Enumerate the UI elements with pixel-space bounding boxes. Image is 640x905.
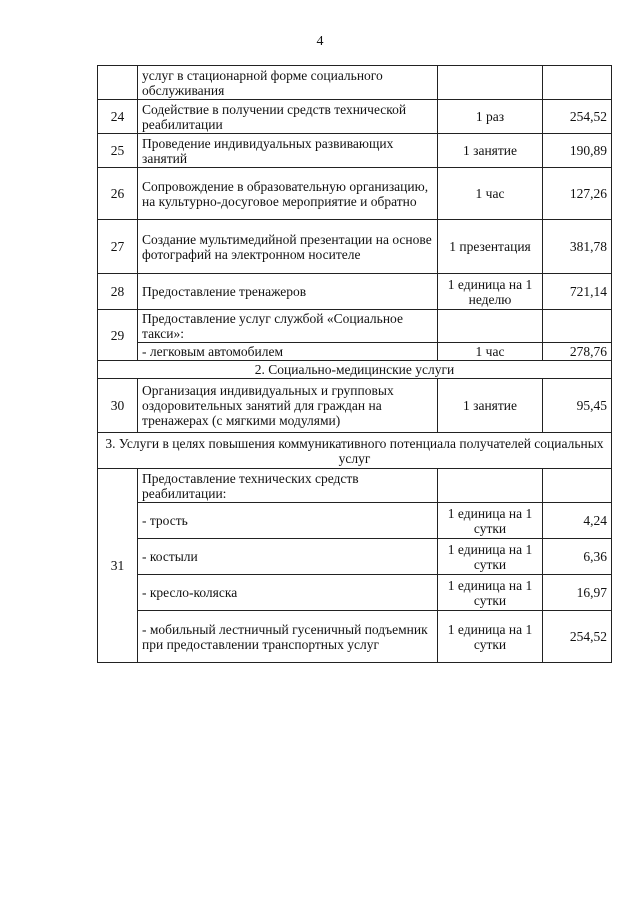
row-number: 31 [98, 469, 138, 663]
service-name: Проведение индивидуальных развивающих занятий [138, 134, 438, 168]
service-unit: 1 единица на 1 сутки [438, 503, 543, 539]
sub-service-name: - костыли [138, 539, 438, 575]
service-price: 6,36 [543, 539, 612, 575]
row-number: 26 [98, 168, 138, 220]
table-row-continuation [98, 66, 612, 100]
service-unit: 1 презентация [438, 220, 543, 274]
table-row-29 [98, 310, 612, 343]
service-unit: 1 единица на 1 неделю [438, 274, 543, 310]
sub-service-name: - трость [138, 503, 438, 539]
service-price: 95,45 [543, 379, 612, 433]
row-number: 30 [98, 379, 138, 433]
service-name-cell: услуг в стационарной форме социального обслуживания [138, 66, 438, 100]
num-cell [98, 66, 138, 100]
service-unit: 1 час [438, 343, 543, 361]
price-cell [543, 310, 612, 343]
service-unit: 1 единица на 1 сутки [438, 539, 543, 575]
sub-service-name: - кресло-коляска [138, 575, 438, 611]
table-row-28 [98, 274, 612, 310]
row-number: 27 [98, 220, 138, 274]
unit-cell [438, 310, 543, 343]
section-title: 3. Услуги в целях повышения коммуникативного потенциала получателей социальных услуг [98, 433, 612, 469]
table-row-31-sub [98, 611, 612, 663]
service-name: Предоставление технических средств реабилитации: [138, 469, 438, 503]
table-row-31-sub [98, 503, 612, 539]
table-row-24 [98, 100, 612, 134]
service-name: Предоставление услуг службой «Социальное такси»: [138, 310, 438, 343]
table-row-31 [98, 469, 612, 503]
table-row-25 [98, 134, 612, 168]
row-number: 25 [98, 134, 138, 168]
service-unit: 1 занятие [438, 379, 543, 433]
price-cell [543, 66, 612, 100]
sub-service-name: - мобильный лестничный гусеничный подъемник при предоставлении транспортных услуг [138, 611, 438, 663]
section-header-row [98, 433, 612, 469]
service-name: Сопровождение в образовательную организацию, на культурно-досуговое мероприятие и обратно [138, 168, 438, 220]
row-number: 28 [98, 274, 138, 310]
row-number: 24 [98, 100, 138, 134]
tariff-table [97, 65, 612, 663]
unit-cell [438, 469, 543, 503]
service-price: 254,52 [543, 611, 612, 663]
service-name: Предоставление тренажеров [138, 274, 438, 310]
table-row-31-sub [98, 575, 612, 611]
service-name: Содействие в получении средств технической реабилитации [138, 100, 438, 134]
table-row-29-sub [98, 343, 612, 361]
section-header-row [98, 361, 612, 379]
row-number: 29 [98, 310, 138, 361]
sub-service-name: - легковым автомобилем [138, 343, 438, 361]
table-row-30 [98, 379, 612, 433]
section-title: 2. Социально-медицинские услуги [98, 361, 612, 379]
service-name: Организация индивидуальных и групповых оздоровительных занятий для граждан на тренажерах (с мягкими модулями) [138, 379, 438, 433]
page-number: 4 [316, 34, 324, 49]
service-unit: 1 единица на 1 сутки [438, 575, 543, 611]
service-unit: 1 занятие [438, 134, 543, 168]
service-price: 721,14 [543, 274, 612, 310]
price-cell [543, 469, 612, 503]
table-row-27 [98, 220, 612, 274]
service-unit: 1 раз [438, 100, 543, 134]
service-unit: 1 час [438, 168, 543, 220]
service-price: 254,52 [543, 100, 612, 134]
service-price: 381,78 [543, 220, 612, 274]
service-price: 190,89 [543, 134, 612, 168]
unit-cell [438, 66, 543, 100]
service-price: 4,24 [543, 503, 612, 539]
service-price: 16,97 [543, 575, 612, 611]
service-name: Создание мультимедийной презентации на основе фотографий на электронном носителе [138, 220, 438, 274]
table-row-31-sub [98, 539, 612, 575]
service-unit: 1 единица на 1 сутки [438, 611, 543, 663]
table-row-26 [98, 168, 612, 220]
service-price: 127,26 [543, 168, 612, 220]
service-price: 278,76 [543, 343, 612, 361]
